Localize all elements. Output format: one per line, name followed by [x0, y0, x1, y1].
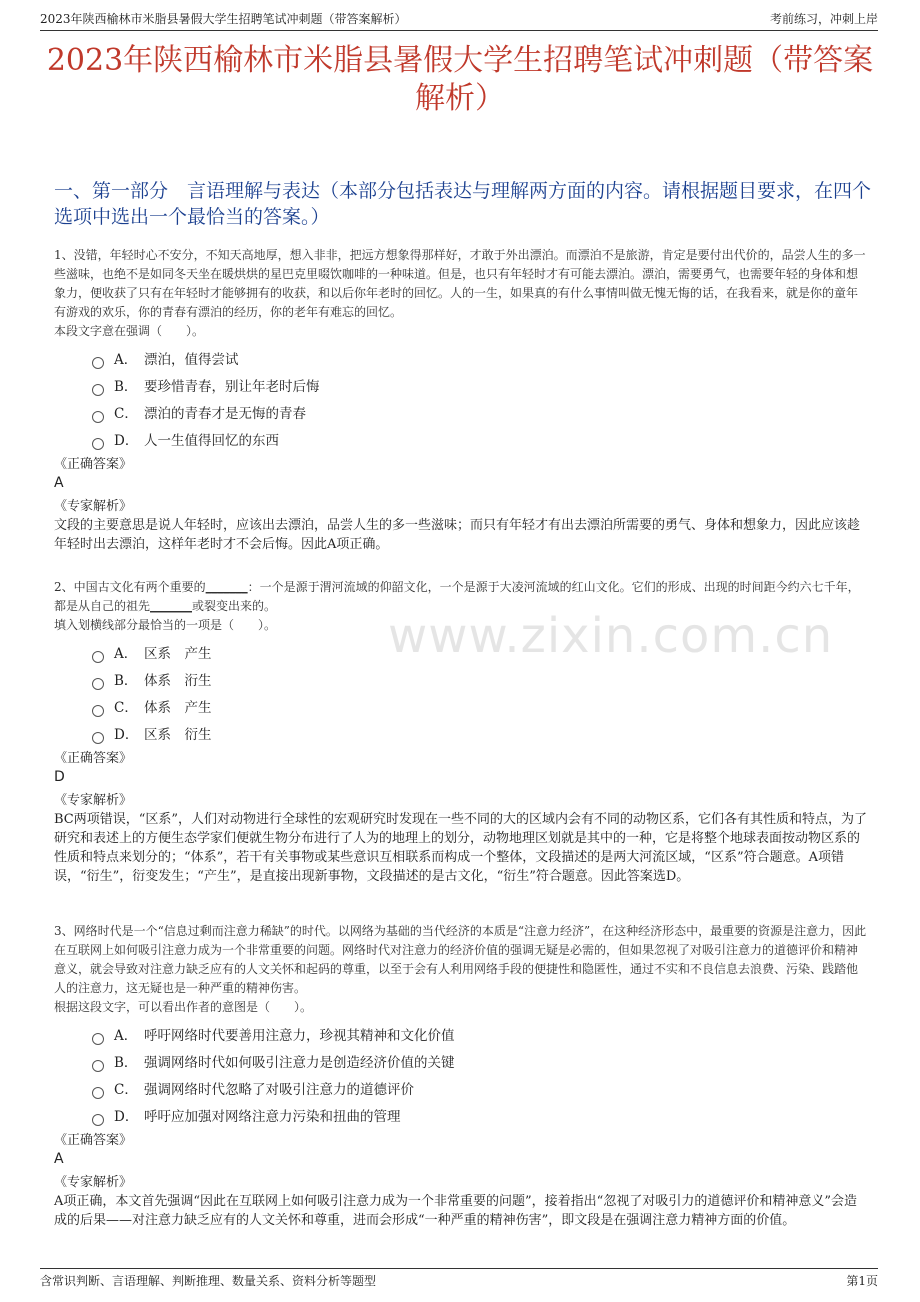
footer-topics: 含常识判断、言语理解、判断推理、数量关系、资料分析等题型	[40, 1274, 377, 1288]
page-header	[40, 10, 878, 31]
answer-value: D	[54, 769, 65, 785]
question-3	[54, 922, 868, 1230]
option-letter: A．	[114, 1028, 138, 1044]
stem-part: ：一个是源于渭河流域的仰韶文化，一个是源于大凌河流域的红山文化。它们的形成、出现的时间距今约六七千年，都是从自己的祖先	[54, 580, 860, 613]
radio-icon[interactable]	[92, 1114, 104, 1126]
radio-icon[interactable]	[92, 1087, 104, 1099]
stem-part: 或裂变出来的。	[192, 599, 277, 613]
page-footer	[40, 1268, 878, 1289]
option-b[interactable]	[92, 668, 868, 695]
option-letter: B．	[114, 1055, 138, 1071]
answer-label: 《正确答案》	[54, 1133, 133, 1148]
option-text: 体系 洐生	[144, 673, 212, 689]
option-b[interactable]	[92, 1050, 868, 1077]
analysis-text: BC两项错误，“区系”，人们对动物进行全球性的宏观研究时发现在一些不同的大的区域内会有不同的动物区系，它们各有其性质和特点，为了研究和表述上的方便生态学家们便就生物分布进行了人为的地理上的划分，动物地理区划就是其中的一种，它是将整个地球表面按动物区系的性质和特点来划分的；“体系”，若干有关事物或某些意识互相联系而构成一个整体，文段描述的是两大河流区域，“区系”符合题意。A项错误，“衍生”，衍变发生；“产生”，是直接出现新事物，文段描述的是古文化，“衍生”符合题意。因此答案选D。	[54, 812, 868, 884]
analysis-label: 《专家解析》	[54, 793, 133, 808]
answer-label: 《正确答案》	[54, 457, 133, 472]
question-prompt: 本段文字意在强调（ ）。	[54, 324, 205, 338]
answer-value: A	[54, 1151, 64, 1167]
option-text: 漂泊的青春才是无悔的青春	[144, 406, 306, 422]
option-letter: B．	[114, 673, 138, 689]
options-list	[92, 1023, 868, 1131]
option-a[interactable]	[92, 347, 868, 374]
analysis-text: 文段的主要意思是说人年轻时，应该出去漂泊，品尝人生的多一些滋味；而只有年轻才有出去漂泊所需要的勇气、身体和想象力，因此应该趁年轻时出去漂泊，这样年老时才不会后悔。因此A项正确。	[54, 518, 861, 552]
analysis-text: A项正确，本文首先强调“因此在互联网上如何吸引注意力成为一个非常重要的问题”，接着指出“忽视了对吸引力的道德评价和精神意义”会造成的后果——对注意力缺乏应有的人文关怀和尊重，进而会形成“一种严重的精神伤害”，即文段是在强调注意力精神方面的价值。	[54, 1194, 857, 1228]
option-letter: A．	[114, 352, 138, 368]
document-title: 2023年陕西榆林市米脂县暑假大学生招聘笔试冲刺题（带答案解析）	[46, 43, 874, 116]
option-d[interactable]	[92, 1104, 868, 1131]
radio-icon[interactable]	[92, 411, 104, 423]
watermark-text: www.zixin.com.cn	[388, 608, 834, 664]
option-text: 区系 衍生	[144, 727, 212, 743]
radio-icon[interactable]	[92, 357, 104, 369]
option-b[interactable]	[92, 374, 868, 401]
option-text: 区系 产生	[144, 646, 212, 662]
option-text: 体系 产生	[144, 700, 212, 716]
option-letter: D．	[114, 727, 139, 743]
radio-icon[interactable]	[92, 678, 104, 690]
option-c[interactable]	[92, 695, 868, 722]
option-d[interactable]	[92, 722, 868, 749]
radio-icon[interactable]	[92, 384, 104, 396]
page-number: 第1页	[846, 1274, 878, 1288]
analysis-label: 《专家解析》	[54, 499, 133, 514]
question-prompt: 根据这段文字，可以看出作者的意图是（ ）。	[54, 1000, 313, 1014]
radio-icon[interactable]	[92, 732, 104, 744]
option-text: 漂泊，值得尝试	[144, 352, 239, 368]
option-letter: B．	[114, 379, 138, 395]
radio-icon[interactable]	[92, 705, 104, 717]
stem-part: 2、中国古文化有两个重要的	[54, 580, 206, 594]
option-text: 强调网络时代忽略了对吸引注意力的道德评价	[144, 1082, 414, 1098]
option-letter: C．	[114, 700, 138, 716]
header-doc-title: 2023年陕西榆林市米脂县暑假大学生招聘笔试冲刺题（带答案解析）	[40, 12, 407, 26]
option-text: 呼吁应加强对网络注意力污染和扭曲的管理	[144, 1109, 401, 1125]
question-stem: 3、网络时代是一个“信息过剩而注意力稀缺”的时代。以网络为基础的当代经济的本质是“注意力经济”，在这种经济形态中，最重要的资源是注意力，因此在互联网上如何吸引注意力成为一个非常重要的问题。网络时代对注意力的经济价值的强调无疑是必需的，但如果忽视了对吸引注意力的道德评价和精神意义，就会导致对注意力缺乏应有的人文关怀和起码的尊重，以至于会有人利用网络手段的便捷性和隐匿性，通过不实和不良信息去浪费、污染、践踏他人的注意力，这无疑也是一种严重的精神伤害。	[54, 924, 867, 995]
radio-icon[interactable]	[92, 651, 104, 663]
radio-icon[interactable]	[92, 1060, 104, 1072]
question-1	[54, 246, 868, 554]
option-letter: A．	[114, 646, 138, 662]
option-text: 强调网络时代如何吸引注意力是创造经济价值的关键	[144, 1055, 455, 1071]
option-text: 要珍惜青春，别让年老时后悔	[144, 379, 320, 395]
option-text: 呼吁网络时代要善用注意力，珍视其精神和文化价值	[144, 1028, 455, 1044]
option-a[interactable]	[92, 1023, 868, 1050]
header-slogan: 考前练习，冲刺上岸	[769, 12, 878, 26]
analysis-label: 《专家解析》	[54, 1175, 133, 1190]
option-c[interactable]	[92, 401, 868, 428]
option-d[interactable]	[92, 428, 868, 455]
option-letter: C．	[114, 406, 138, 422]
option-letter: C．	[114, 1082, 138, 1098]
question-prompt: 填入划横线部分最恰当的一项是（ ）。	[54, 618, 277, 632]
radio-icon[interactable]	[92, 1033, 104, 1045]
option-text: 人一生值得回忆的东西	[144, 433, 279, 449]
options-list	[92, 347, 868, 455]
fill-blank: _______	[205, 580, 248, 594]
option-c[interactable]	[92, 1077, 868, 1104]
question-stem: 1、没错，年轻时心不安分，不知天高地厚，想入非非，把远方想象得那样好，才敢于外出漂泊。而漂泊不是旅游，肯定是要付出代价的，品尝人生的多一些滋味，也绝不是如同冬天坐在暖烘烘的星巴克里啜饮咖啡的一种味道。但是，也只有年轻时才有可能去漂泊。漂泊，需要勇气，也需要年轻的身体和想象力，便收获了只有在年轻时才能够拥有的收获，和以后你年老时的回忆。人的一生，如果真的有什么事情叫做无愧无悔的话，在我看来，就是你的童年有游戏的欢乐，你的青春有漂泊的经历，你的老年有难忘的回忆。	[54, 248, 866, 319]
answer-value: A	[54, 475, 64, 491]
radio-icon[interactable]	[92, 438, 104, 450]
fill-blank: _______	[150, 599, 193, 613]
section-heading: 一、第一部分 言语理解与表达（本部分包括表达与理解两方面的内容。请根据题目要求，在四个选项中选出一个最恰当的答案。）	[54, 180, 872, 228]
option-letter: D．	[114, 1109, 139, 1125]
answer-label: 《正确答案》	[54, 751, 133, 766]
option-letter: D．	[114, 433, 139, 449]
